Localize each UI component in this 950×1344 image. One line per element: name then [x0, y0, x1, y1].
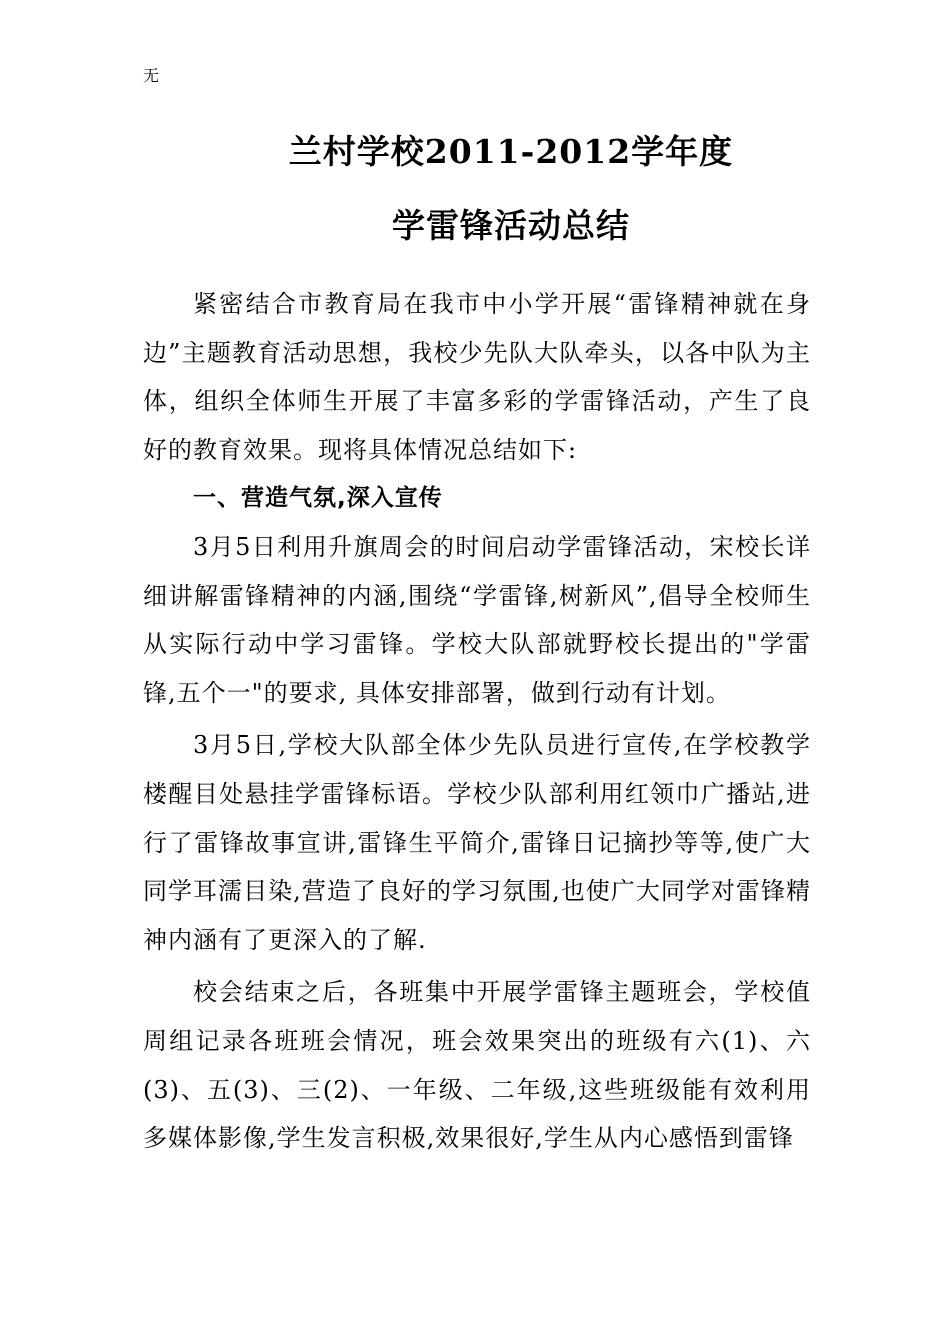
document-title-line-1: 兰村学校2011-2012学年度 — [288, 132, 734, 171]
intro-paragraph: 紧密结合市教育局在我市中小学开展“雷锋精神就在身边”主题教育活动思想，我校少先队大队牵头，以各中队为主体，组织全体师生开展了丰富多彩的学雷锋活动，产生了良好的教育效果。现将具体情况总结如下: — [143, 290, 811, 464]
section-heading: 一、营造气氛,深入宣传 — [193, 485, 443, 512]
body-paragraph: 校会结束之后，各班集中开展学雷锋主题班会，学校值周组记录各班班会情况，班会效果突出的班级有六(1)、六(3)、五(3)、三(2)、一年级、二年级,这些班级能有效利用多媒体影像,学生发言积极,效果很好,学生从内心感悟到雷锋 — [143, 978, 811, 1153]
document-body — [143, 280, 811, 1163]
body-paragraph: 3月5日利用升旗周会的时间启动学雷锋活动，宋校长详细讲解雷锋精神的内涵,围绕“学雷锋,树新风”,倡导全校师生从实际行动中学习雷锋。学校大队部就野校长提出的"学雷锋,五个一"的要求, 具体安排部署，做到行动有计划。 — [143, 532, 811, 707]
body-paragraph: 3月5日,学校大队部全体少先队员进行宣传,在学校教学楼醒目处悬挂学雷锋标语。学校少队部利用红领巾广播站,进行了雷锋故事宣讲,雷锋生平简介,雷锋日记摘抄等等,使广大同学耳濡目染,营造了良好的学习氛围,也使广大同学对雷锋精神内涵有了更深入的了解. — [143, 731, 811, 954]
document-title-line-2: 学雷锋活动总结 — [392, 206, 630, 245]
header-mark: 无 — [143, 66, 160, 85]
